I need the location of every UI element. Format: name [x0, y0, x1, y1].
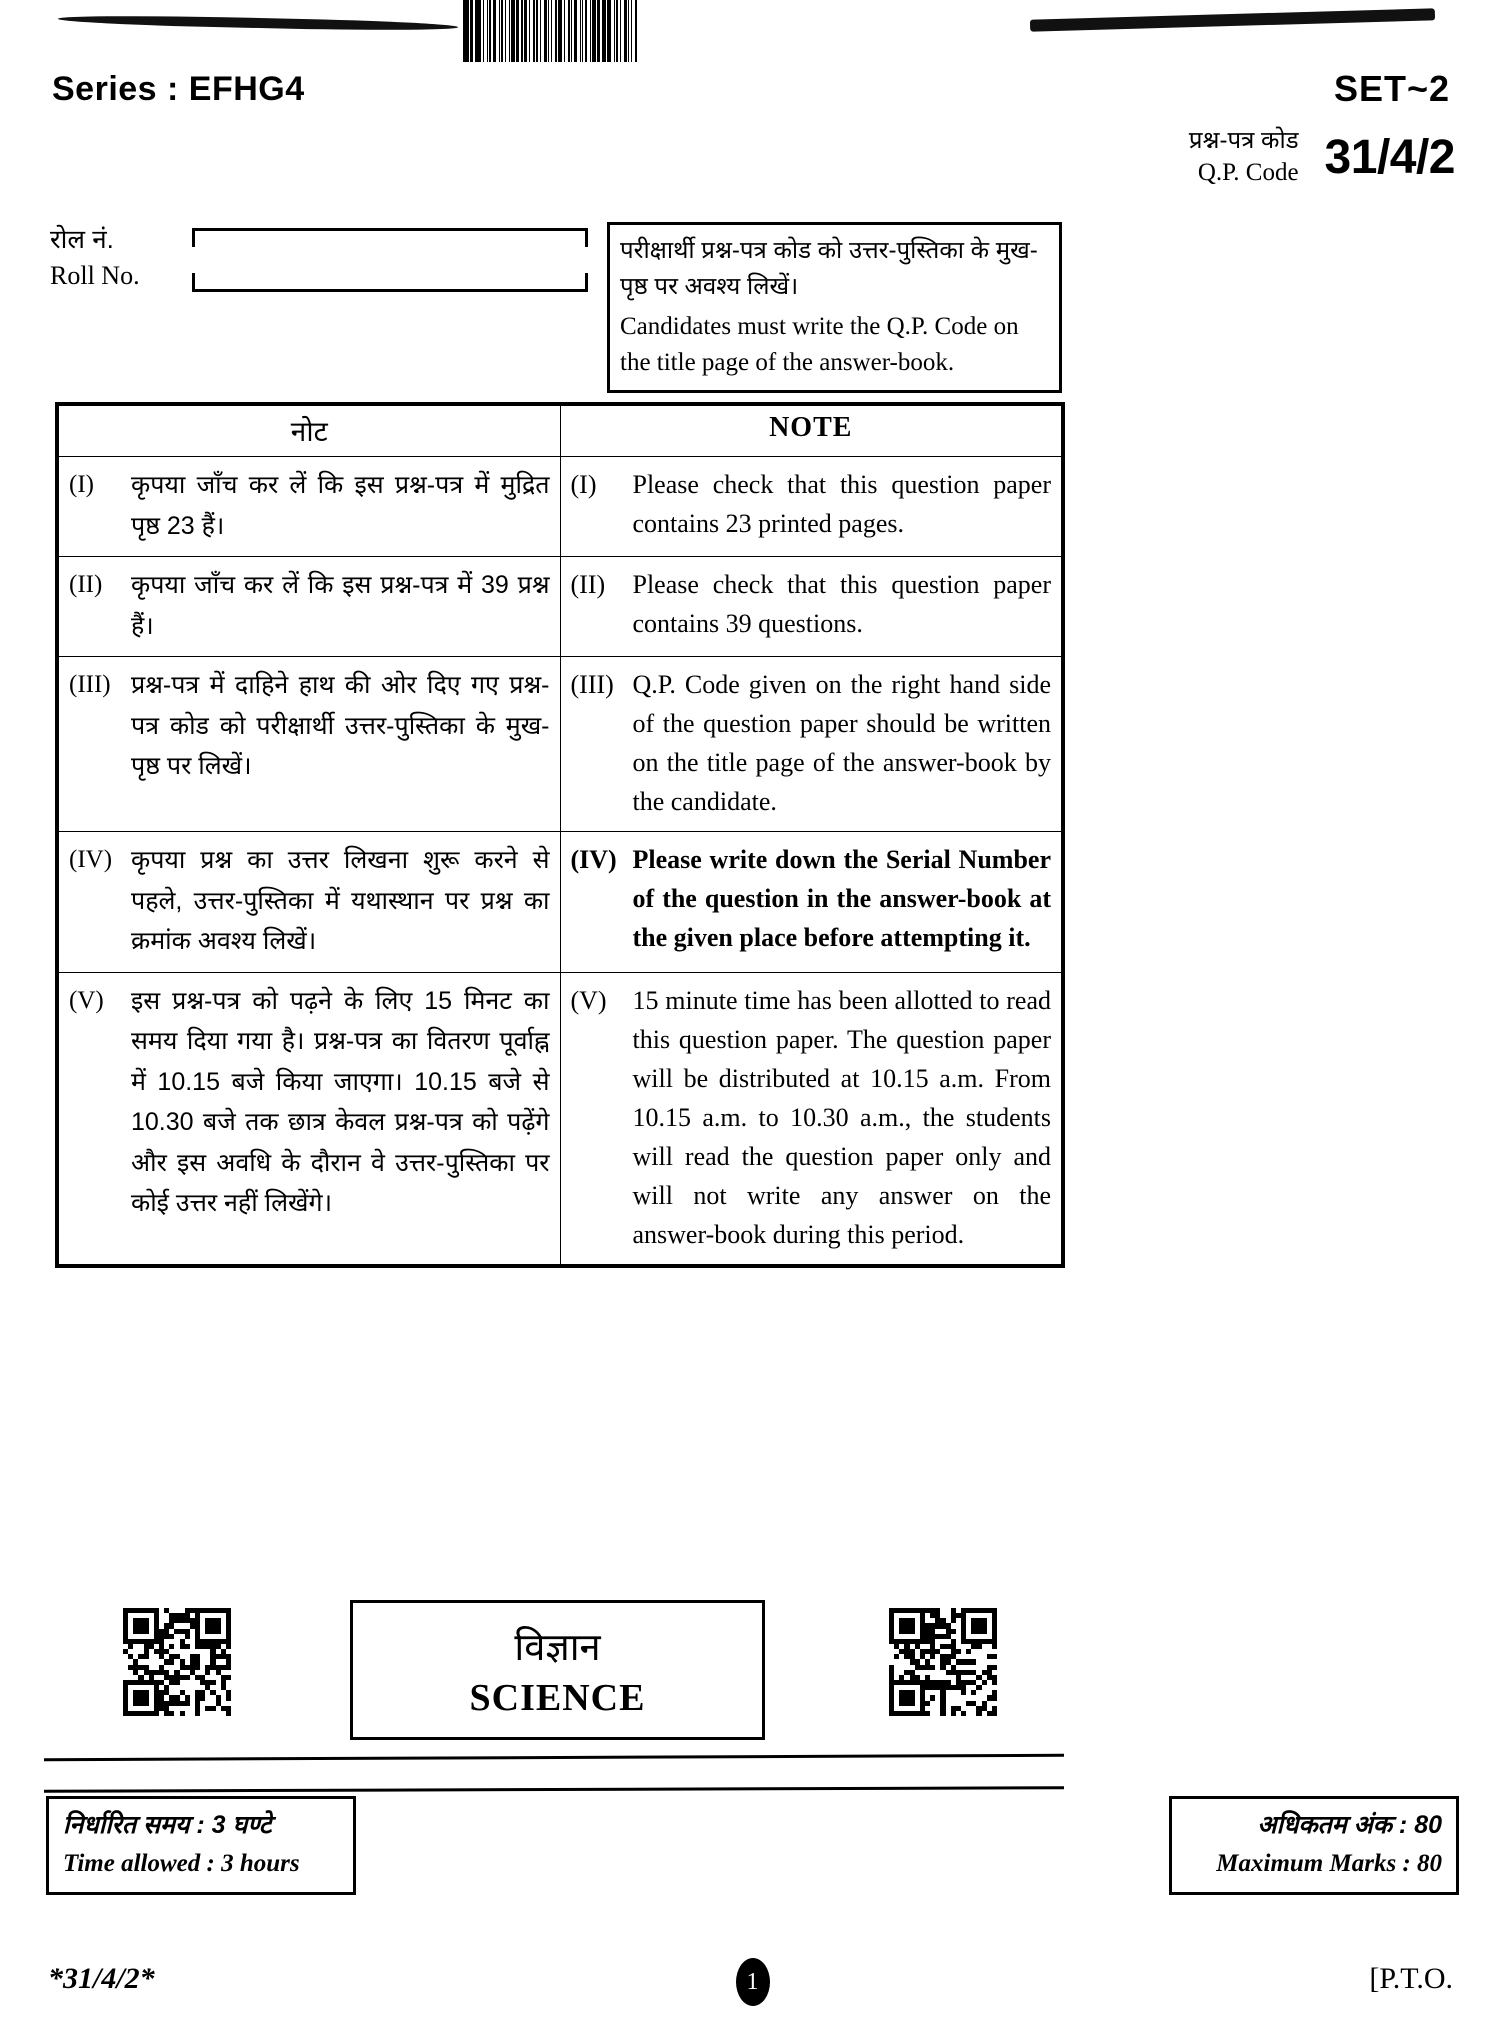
roll-no-hindi-label: रोल नं.	[50, 224, 114, 254]
note-table	[55, 402, 1065, 1268]
note-row-number-hindi: (IV)	[69, 846, 113, 873]
roll-no-input[interactable]	[192, 228, 588, 292]
note-row-text-english: 15 minute time has been allotted to read this question paper. The question paper will be distributed at 10.15 a.m. From 10.15 a.m. to 10.30 a.m., the students will read the question paper only and will not write any answer on the answer-book during this period.	[632, 985, 1051, 1249]
note-row-text-hindi: कृपया प्रश्न का उत्तर लिखना शुरू करने से पहले, उत्तर-पुस्तिका में यथास्थान पर प्रश्न का क्रमांक अवश्य लिखें।	[131, 846, 550, 955]
note-table-row	[59, 832, 1062, 973]
set-label: SET~2	[1333, 68, 1450, 109]
note-row-number-hindi: (V)	[69, 986, 104, 1014]
note-row-hindi-cell	[59, 832, 561, 973]
note-row-english-cell	[560, 832, 1062, 973]
note-row-number-hindi: (III)	[69, 671, 111, 698]
qp-code-labels	[1189, 126, 1299, 189]
roll-no-english-label: Roll No.	[50, 260, 140, 290]
note-row-english-cell	[560, 657, 1062, 832]
note-table-row	[59, 657, 1062, 832]
qp-code-english-label: Q.P. Code	[1197, 158, 1299, 186]
note-row-text-hindi: प्रश्न-पत्र में दाहिने हाथ की ओर दिए गए प्रश्न-पत्र कोड को परीक्षार्थी उत्तर-पुस्तिका के मुख-पृष्ठ पर लिखें।	[131, 671, 550, 780]
time-allowed-box	[46, 1796, 356, 1895]
candidate-instruction-english: Candidates must write the Q.P. Code on the title page of the answer-book.	[620, 313, 1019, 376]
divider-rule-top	[44, 1754, 1064, 1761]
subject-strip	[55, 1600, 1065, 1740]
series-label: Series : EFHG4	[52, 70, 305, 108]
note-row-number-english: (III)	[570, 670, 614, 699]
note-table-row	[59, 972, 1062, 1264]
note-table-header-row	[59, 406, 1062, 457]
subject-title-hindi: विज्ञान	[514, 1627, 601, 1669]
roll-no-labels	[50, 222, 140, 294]
note-row-number-hindi: (II)	[69, 571, 103, 598]
subject-title-box	[350, 1600, 765, 1740]
qp-code-block	[1189, 126, 1455, 189]
time-allowed-english: Time allowed : 3 hours	[63, 1849, 300, 1877]
footer-qp-code: *31/4/2*	[48, 1962, 155, 1995]
note-row-english-cell	[560, 557, 1062, 657]
note-row-text-english: Please check that this question paper contains 39 questions.	[632, 570, 1051, 638]
note-table-row	[59, 557, 1062, 657]
page-number: 1	[736, 1958, 770, 2006]
qp-code-value: 31/4/2	[1324, 130, 1455, 184]
note-row-hindi-cell	[59, 657, 561, 832]
note-row-hindi-cell	[59, 457, 561, 557]
note-header-english: NOTE	[769, 412, 853, 443]
note-header-english-cell	[560, 406, 1062, 457]
qr-code-right-icon	[889, 1608, 997, 1716]
note-row-text-hindi: कृपया जाँच कर लें कि इस प्रश्न-पत्र में 39 प्रश्न हैं।	[131, 571, 550, 640]
note-row-english-cell	[560, 972, 1062, 1264]
note-row-text-english: Please check that this question paper contains 23 printed pages.	[632, 470, 1051, 538]
note-row-hindi-cell	[59, 557, 561, 657]
note-row-number-hindi: (I)	[69, 471, 94, 498]
maximum-marks-hindi: अधिकतम अंक : 80	[1257, 1811, 1442, 1839]
note-row-english-cell	[560, 457, 1062, 557]
subject-title-english: SCIENCE	[469, 1677, 646, 1719]
candidate-instruction-box	[607, 222, 1062, 393]
print-smudge-left	[58, 14, 458, 32]
time-allowed-hindi: निर्धारित समय : 3 घण्टे	[63, 1811, 272, 1839]
note-table-row	[59, 457, 1062, 557]
note-row-number-english: (I)	[570, 470, 597, 499]
note-header-hindi: नोट	[290, 416, 328, 447]
note-row-text-hindi: कृपया जाँच कर लें कि इस प्रश्न-पत्र में मुद्रित पृष्ठ 23 हैं।	[131, 471, 550, 540]
maximum-marks-box	[1169, 1796, 1459, 1895]
note-row-number-english: (II)	[570, 570, 606, 599]
note-row-hindi-cell	[59, 972, 561, 1264]
print-smudge-right	[1030, 8, 1435, 31]
qp-code-hindi-label: प्रश्न-पत्र कोड	[1188, 127, 1299, 154]
candidate-instruction-hindi: परीक्षार्थी प्रश्न-पत्र कोड को उत्तर-पुस्तिका के मुख-पृष्ठ पर अवश्य लिखें।	[620, 237, 1038, 300]
note-header-hindi-cell	[59, 406, 561, 457]
maximum-marks-english: Maximum Marks : 80	[1216, 1849, 1442, 1877]
note-row-text-english: Q.P. Code given on the right hand side of the question paper should be written on the title page of the answer-book by the candidate.	[632, 670, 1051, 816]
note-row-number-english: (IV)	[570, 845, 617, 874]
qr-code-left-icon	[123, 1608, 231, 1716]
note-row-number-english: (V)	[570, 985, 607, 1015]
barcode-icon	[463, 0, 638, 62]
divider-rule-bottom	[44, 1786, 1064, 1793]
pto-label: [P.T.O.	[1369, 1962, 1453, 1995]
note-row-text-hindi: इस प्रश्न-पत्र को पढ़ने के लिए 15 मिनट का समय दिया गया है। प्रश्न-पत्र का वितरण पूर्वाह्न में 10.15 बजे किया जाएगा। 10.15 बजे से 10.30 बजे तक छात्र केवल प्रश्न-पत्र को पढ़ेंगे और इस अवधि के दौरान वे उत्तर-पुस्तिका पर कोई उत्तर नहीं लिखेंगे।	[131, 986, 550, 1217]
note-row-text-english: Please write down the Serial Number of the question in the answer-book at the given place before attempting it.	[632, 845, 1051, 952]
